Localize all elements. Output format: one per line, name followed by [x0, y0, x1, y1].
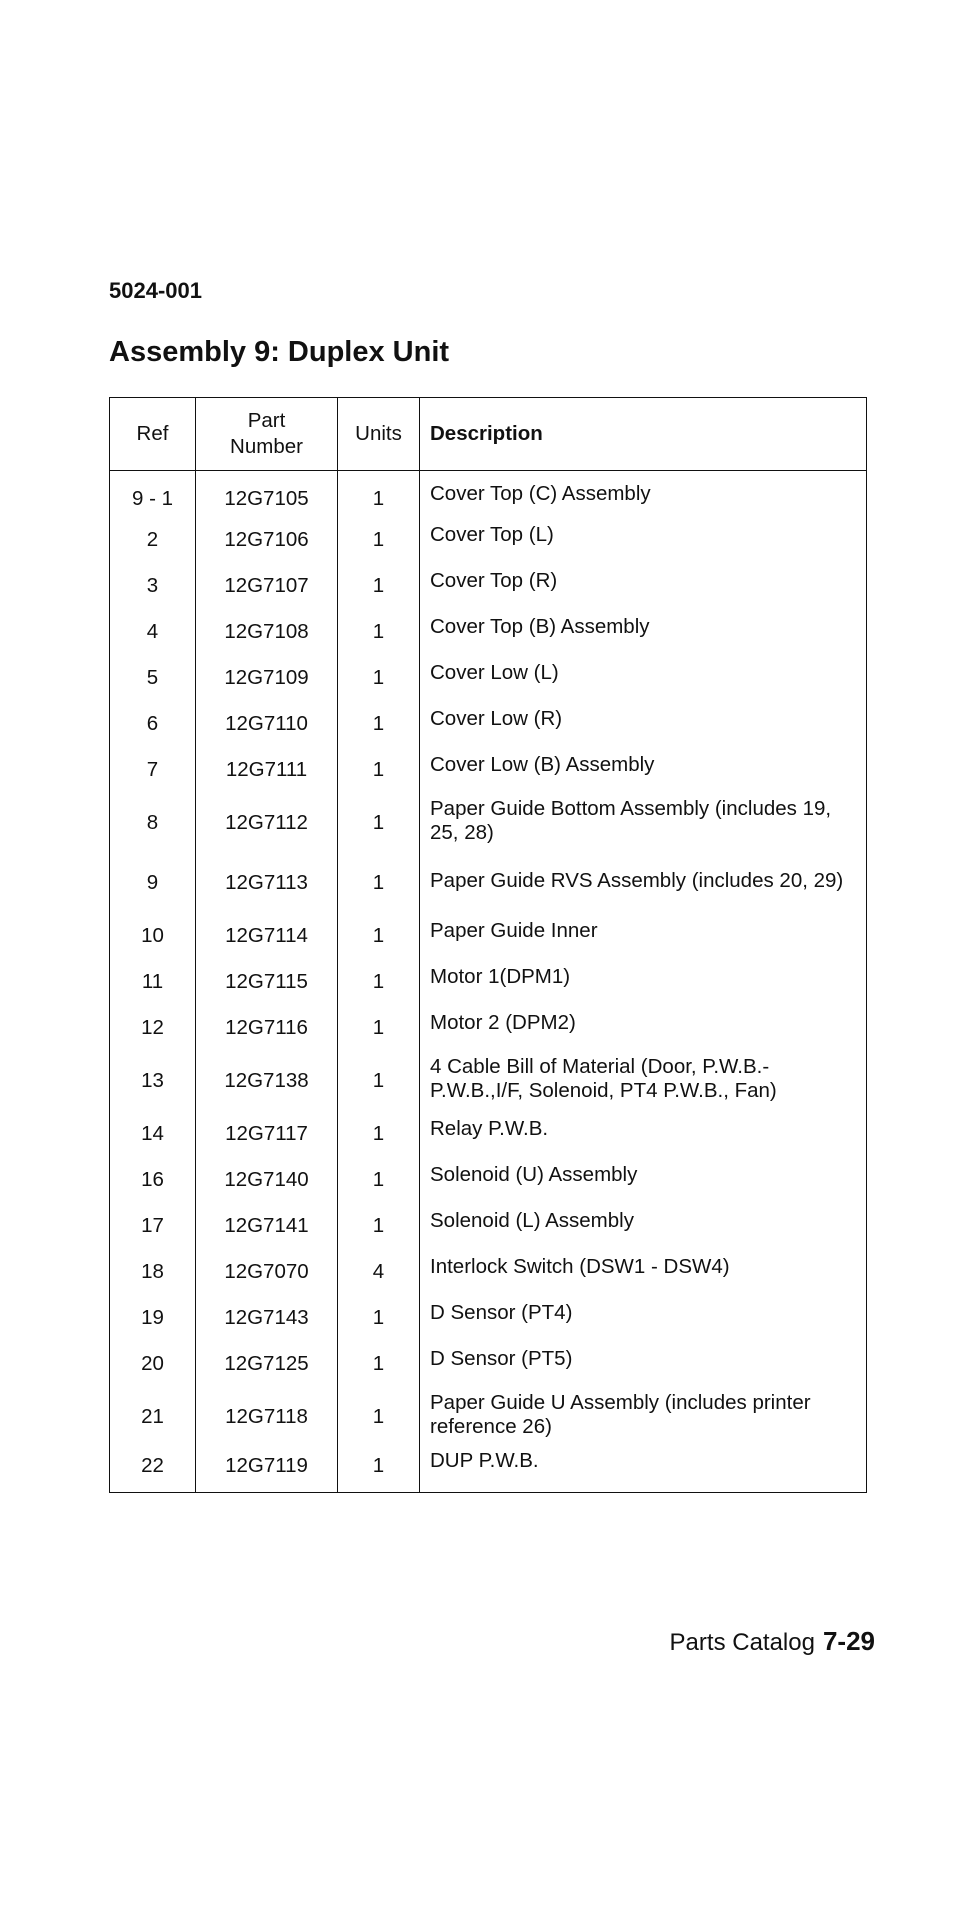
header-description: Description	[420, 398, 867, 471]
table-row	[110, 471, 867, 517]
cell-ref: 12	[110, 1005, 196, 1051]
table-row	[110, 517, 867, 563]
cell-ref: 8	[110, 793, 196, 853]
description-text: Cover Low (L)	[430, 660, 559, 684]
cell-units: 1	[338, 747, 420, 793]
cell-ref: 17	[110, 1203, 196, 1249]
cell-units: 1	[338, 1341, 420, 1387]
cell-part-number: 12G7107	[196, 563, 338, 609]
description-text: D Sensor (PT5)	[430, 1346, 573, 1370]
parts-table	[109, 397, 867, 1493]
cell-units: 1	[338, 1387, 420, 1447]
description-text: Cover Top (R)	[430, 568, 558, 592]
cell-units: 1	[338, 959, 420, 1005]
cell-units: 1	[338, 793, 420, 853]
cell-part-number: 12G7109	[196, 655, 338, 701]
table-row	[110, 1249, 867, 1295]
description-text: Paper Guide Inner	[430, 918, 598, 942]
cell-part-number: 12G7105	[196, 471, 338, 517]
cell-description	[420, 1203, 867, 1249]
table-row	[110, 1387, 867, 1447]
cell-ref: 5	[110, 655, 196, 701]
cell-description	[420, 1157, 867, 1203]
description-text: Paper Guide U Assembly (includes printer reference 26)	[430, 1390, 811, 1438]
cell-ref: 9	[110, 853, 196, 913]
footer-section: Parts Catalog	[669, 1629, 815, 1656]
description-text: 4 Cable Bill of Material (Door, P.W.B.-P.W.B.,I/F, Solenoid, PT4 P.W.B., Fan)	[430, 1054, 777, 1102]
cell-part-number: 12G7125	[196, 1341, 338, 1387]
cell-description	[420, 655, 867, 701]
cell-ref: 4	[110, 609, 196, 655]
cell-part-number: 12G7119	[196, 1447, 338, 1493]
cell-part-number: 12G7110	[196, 701, 338, 747]
cell-part-number: 12G7117	[196, 1111, 338, 1157]
cell-part-number: 12G7118	[196, 1387, 338, 1447]
cell-part-number: 12G7138	[196, 1051, 338, 1111]
table-row	[110, 1051, 867, 1111]
cell-part-number: 12G7115	[196, 959, 338, 1005]
cell-description	[420, 1249, 867, 1295]
description-text: Cover Low (R)	[430, 706, 563, 730]
description-text: Cover Top (L)	[430, 522, 554, 546]
cell-units: 4	[338, 1249, 420, 1295]
cell-description	[420, 1341, 867, 1387]
cell-part-number: 12G7106	[196, 517, 338, 563]
table-row	[110, 1111, 867, 1157]
cell-ref: 22	[110, 1447, 196, 1493]
description-text: Cover Top (B) Assembly	[430, 614, 650, 638]
document-number: 5024-001	[109, 278, 202, 303]
cell-description	[420, 959, 867, 1005]
cell-description	[420, 471, 867, 517]
description-text: Motor 2 (DPM2)	[430, 1010, 576, 1034]
table-row	[110, 913, 867, 959]
cell-description	[420, 1387, 867, 1447]
description-text: Motor 1(DPM1)	[430, 964, 571, 988]
page-number: 7-29	[822, 1626, 875, 1656]
page-footer	[670, 1626, 875, 1657]
header-part-number	[196, 398, 338, 471]
cell-units: 1	[338, 701, 420, 747]
table-row	[110, 1447, 867, 1493]
cell-units: 1	[338, 1295, 420, 1341]
description-text: Cover Top (C) Assembly	[430, 481, 651, 505]
cell-part-number: 12G7114	[196, 913, 338, 959]
cell-ref: 6	[110, 701, 196, 747]
cell-part-number: 12G7070	[196, 1249, 338, 1295]
cell-units: 1	[338, 609, 420, 655]
description-text: Paper Guide Bottom Assembly (includes 19, 25, 28)	[430, 796, 832, 844]
cell-part-number: 12G7111	[196, 747, 338, 793]
cell-units: 1	[338, 1157, 420, 1203]
cell-description	[420, 563, 867, 609]
cell-ref: 3	[110, 563, 196, 609]
description-text: Interlock Switch (DSW1 - DSW4)	[430, 1254, 730, 1278]
cell-ref: 19	[110, 1295, 196, 1341]
table-row	[110, 747, 867, 793]
table-row	[110, 1341, 867, 1387]
cell-part-number: 12G7113	[196, 853, 338, 913]
header-part-line1: Part	[247, 409, 286, 432]
description-text: Cover Low (B) Assembly	[430, 752, 655, 776]
cell-ref: 2	[110, 517, 196, 563]
table-row	[110, 793, 867, 853]
cell-ref: 18	[110, 1249, 196, 1295]
cell-part-number: 12G7141	[196, 1203, 338, 1249]
table-row	[110, 655, 867, 701]
cell-ref: 21	[110, 1387, 196, 1447]
parts-table-body	[110, 471, 867, 1493]
table-row	[110, 853, 867, 913]
header-part-line2: Number	[230, 435, 303, 458]
table-row	[110, 1295, 867, 1341]
header-units: Units	[338, 398, 420, 471]
table-row	[110, 1005, 867, 1051]
description-text: Paper Guide RVS Assembly (includes 20, 29)	[430, 868, 844, 892]
table-row	[110, 959, 867, 1005]
cell-part-number: 12G7108	[196, 609, 338, 655]
cell-description	[420, 701, 867, 747]
cell-units: 1	[338, 517, 420, 563]
table-row	[110, 563, 867, 609]
cell-description	[420, 793, 867, 853]
cell-part-number: 12G7112	[196, 793, 338, 853]
page-title: Assembly 9: Duplex Unit	[109, 336, 450, 368]
cell-units: 1	[338, 1447, 420, 1493]
cell-description	[420, 1447, 867, 1493]
table-row	[110, 1203, 867, 1249]
description-text: D Sensor (PT4)	[430, 1300, 573, 1324]
cell-description	[420, 1111, 867, 1157]
cell-description	[420, 1295, 867, 1341]
cell-units: 1	[338, 471, 420, 517]
cell-ref: 7	[110, 747, 196, 793]
table-row	[110, 609, 867, 655]
cell-ref: 14	[110, 1111, 196, 1157]
cell-units: 1	[338, 853, 420, 913]
cell-units: 1	[338, 1203, 420, 1249]
cell-description	[420, 853, 867, 913]
description-text: Relay P.W.B.	[430, 1116, 549, 1140]
description-text: Solenoid (U) Assembly	[430, 1162, 638, 1186]
description-text: Solenoid (L) Assembly	[430, 1208, 634, 1232]
cell-units: 1	[338, 1005, 420, 1051]
cell-ref: 10	[110, 913, 196, 959]
table-header-row	[110, 398, 867, 471]
cell-description	[420, 1051, 867, 1111]
cell-ref: 11	[110, 959, 196, 1005]
cell-part-number: 12G7116	[196, 1005, 338, 1051]
cell-units: 1	[338, 913, 420, 959]
cell-units: 1	[338, 1051, 420, 1111]
cell-part-number: 12G7143	[196, 1295, 338, 1341]
cell-description	[420, 913, 867, 959]
description-text: DUP P.W.B.	[430, 1449, 539, 1473]
table-row	[110, 1157, 867, 1203]
cell-description	[420, 1005, 867, 1051]
header-ref: Ref	[110, 398, 196, 471]
cell-ref: 13	[110, 1051, 196, 1111]
cell-ref: 9 - 1	[110, 471, 196, 517]
cell-description	[420, 747, 867, 793]
cell-description	[420, 517, 867, 563]
table-row	[110, 701, 867, 747]
cell-units: 1	[338, 655, 420, 701]
cell-ref: 16	[110, 1157, 196, 1203]
cell-description	[420, 609, 867, 655]
cell-units: 1	[338, 1111, 420, 1157]
cell-ref: 20	[110, 1341, 196, 1387]
cell-units: 1	[338, 563, 420, 609]
cell-part-number: 12G7140	[196, 1157, 338, 1203]
